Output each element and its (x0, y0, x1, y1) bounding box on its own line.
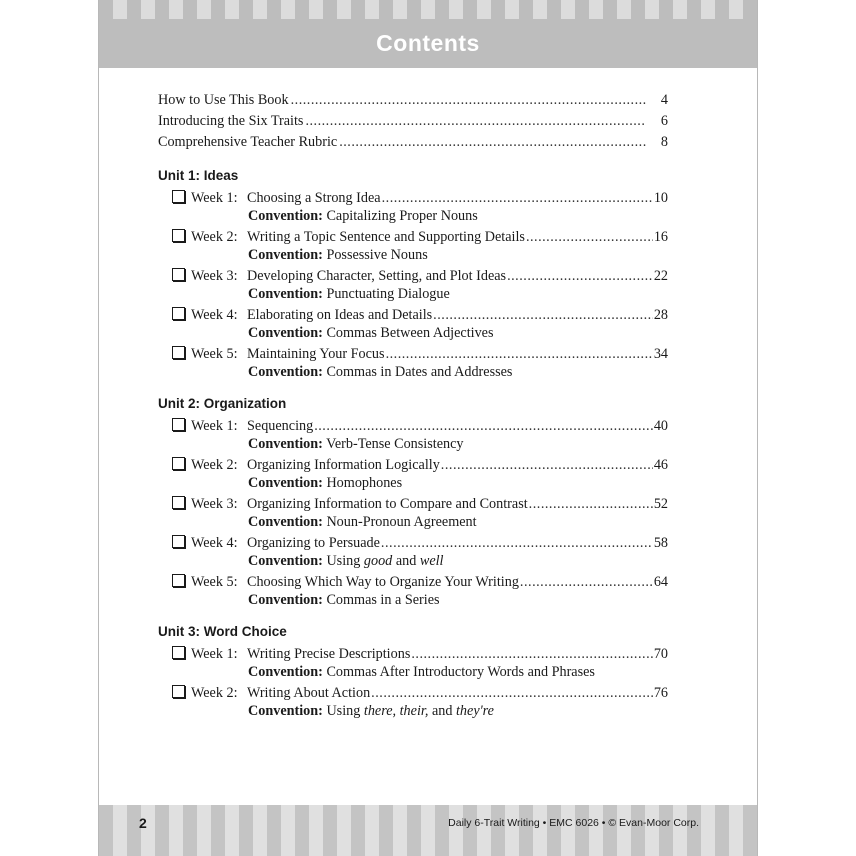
convention-emphasis: there, their, (363, 703, 429, 719)
convention-label: Convention: (248, 592, 323, 608)
week-title: Choosing a Strong Idea (247, 190, 381, 206)
convention-text: Using (322, 553, 364, 569)
toc-entry (158, 111, 668, 132)
convention-label: Convention: (248, 286, 323, 302)
week-title: Organizing Information Logically (247, 457, 440, 473)
convention-line (172, 436, 668, 453)
week-entry (158, 534, 668, 570)
convention-line (172, 664, 668, 681)
dot-leader (441, 456, 653, 475)
week-title: Writing About Action (247, 685, 371, 701)
week-title: Organizing to Persuade (247, 535, 380, 551)
week-label: Week 3: (191, 268, 238, 284)
convention-emphasis: well (419, 553, 444, 569)
checkbox-icon[interactable] (172, 418, 185, 431)
convention-line (172, 247, 668, 264)
convention-label: Convention: (248, 703, 323, 719)
week-page: 22 (653, 268, 668, 284)
week-entry (158, 417, 668, 453)
unit-heading: Unit 3: Word Choice (158, 624, 287, 639)
convention-text: Commas in Dates and Addresses (322, 364, 513, 380)
convention-text: Commas in a Series (322, 592, 440, 608)
toc-entry-title: Introducing the Six Traits (158, 113, 304, 129)
dot-leader (339, 132, 646, 153)
week-page: 28 (653, 307, 668, 323)
week-label: Week 5: (191, 346, 238, 362)
header-stripes (99, 0, 757, 19)
dot-leader (411, 645, 652, 664)
week-label: Week 2: (191, 685, 238, 701)
dot-leader (305, 111, 646, 132)
dot-leader (314, 417, 653, 436)
convention-label: Convention: (248, 436, 323, 452)
week-entry (158, 645, 668, 681)
week-page: 76 (653, 685, 668, 701)
week-entry (158, 495, 668, 531)
week-title: Sequencing (247, 418, 314, 434)
dot-leader (520, 573, 653, 592)
convention-emphasis: they're (455, 703, 494, 719)
checkbox-icon[interactable] (172, 268, 185, 281)
week-page: 70 (653, 646, 668, 662)
unit-heading: Unit 1: Ideas (158, 168, 239, 183)
week-page: 34 (653, 346, 668, 362)
header-band (99, 0, 757, 68)
week-entry (158, 345, 668, 381)
convention-text: and (392, 553, 420, 569)
convention-label: Convention: (248, 364, 323, 380)
week-title: Elaborating on Ideas and Details (247, 307, 433, 323)
dot-leader (526, 228, 653, 247)
convention-text: Commas Between Adjectives (322, 325, 494, 341)
week-page: 16 (653, 229, 668, 245)
toc-entry-title: Comprehensive Teacher Rubric (158, 134, 338, 150)
week-label: Week 1: (191, 190, 238, 206)
checkbox-icon[interactable] (172, 190, 185, 203)
convention-label: Convention: (248, 247, 323, 263)
toc-entry (158, 90, 668, 111)
dot-leader (507, 267, 653, 286)
dot-leader (291, 90, 646, 111)
convention-emphasis: good (363, 553, 393, 569)
convention-text: Possessive Nouns (322, 247, 428, 263)
week-label: Week 4: (191, 307, 238, 323)
week-page: 46 (653, 457, 668, 473)
week-label: Week 4: (191, 535, 238, 551)
week-label: Week 5: (191, 574, 238, 590)
document-page (98, 0, 758, 856)
dot-leader (433, 306, 653, 325)
checkbox-icon[interactable] (172, 457, 185, 470)
week-title: Writing Precise Descriptions (247, 646, 411, 662)
week-label: Week 1: (191, 418, 238, 434)
convention-text: Punctuating Dialogue (322, 286, 450, 302)
footer-credit: Daily 6-Trait Writing • EMC 6026 • © Evan-Moor Corp. (448, 817, 699, 829)
checkbox-icon[interactable] (172, 496, 185, 509)
week-title: Writing a Topic Sentence and Supporting Details (247, 229, 525, 245)
convention-line (172, 208, 668, 225)
week-page: 10 (653, 190, 668, 206)
toc-entry-page: 4 (660, 92, 668, 108)
unit-heading: Unit 2: Organization (158, 396, 287, 411)
dot-leader (371, 684, 653, 703)
week-entry (158, 573, 668, 609)
checkbox-icon[interactable] (172, 646, 185, 659)
week-label: Week 2: (191, 457, 238, 473)
convention-text: and (428, 703, 456, 719)
page-number: 2 (139, 815, 147, 831)
week-entry (158, 456, 668, 492)
convention-line (172, 514, 668, 531)
dot-leader (381, 534, 653, 553)
convention-label: Convention: (248, 553, 323, 569)
week-page: 40 (653, 418, 668, 434)
dot-leader (382, 189, 653, 208)
dot-leader (386, 345, 653, 364)
week-page: 64 (653, 574, 668, 590)
week-entry (158, 189, 668, 225)
convention-line (172, 325, 668, 342)
checkbox-icon[interactable] (172, 346, 185, 359)
checkbox-icon[interactable] (172, 229, 185, 242)
checkbox-icon[interactable] (172, 685, 185, 698)
convention-text: Verb-Tense Consistency (322, 436, 464, 452)
convention-text: Using (322, 703, 364, 719)
toc-entry-title: How to Use This Book (158, 92, 289, 108)
dot-leader (529, 495, 653, 514)
week-entry (158, 228, 668, 264)
convention-label: Convention: (248, 664, 323, 680)
convention-text: Commas After Introductory Words and Phrases (322, 664, 595, 680)
toc-entry-page: 8 (660, 134, 668, 150)
convention-line (172, 286, 668, 303)
convention-text: Capitalizing Proper Nouns (322, 208, 478, 224)
week-label: Week 2: (191, 229, 238, 245)
convention-text: Noun-Pronoun Agreement (322, 514, 477, 530)
convention-label: Convention: (248, 208, 323, 224)
week-title: Developing Character, Setting, and Plot Ideas (247, 268, 507, 284)
toc-entry (158, 132, 668, 153)
checkbox-icon[interactable] (172, 574, 185, 587)
week-title: Choosing Which Way to Organize Your Writing (247, 574, 519, 590)
convention-label: Convention: (248, 325, 323, 341)
convention-line (172, 553, 668, 570)
week-entry (158, 684, 668, 720)
convention-line (172, 475, 668, 492)
week-title: Organizing Information to Compare and Contrast (247, 496, 528, 512)
convention-label: Convention: (248, 475, 323, 491)
convention-line (172, 703, 668, 720)
week-title: Maintaining Your Focus (247, 346, 385, 362)
week-entry (158, 306, 668, 342)
convention-label: Convention: (248, 514, 323, 530)
convention-line (172, 364, 668, 381)
checkbox-icon[interactable] (172, 535, 185, 548)
week-page: 58 (653, 535, 668, 551)
convention-line (172, 592, 668, 609)
checkbox-icon[interactable] (172, 307, 185, 320)
week-label: Week 3: (191, 496, 238, 512)
toc-entry-page: 6 (660, 113, 668, 129)
table-of-contents (158, 90, 668, 723)
week-entry (158, 267, 668, 303)
convention-text: Homophones (322, 475, 403, 491)
week-page: 52 (653, 496, 668, 512)
week-label: Week 1: (191, 646, 238, 662)
page-title: Contents (376, 30, 480, 56)
footer-band (99, 805, 757, 856)
